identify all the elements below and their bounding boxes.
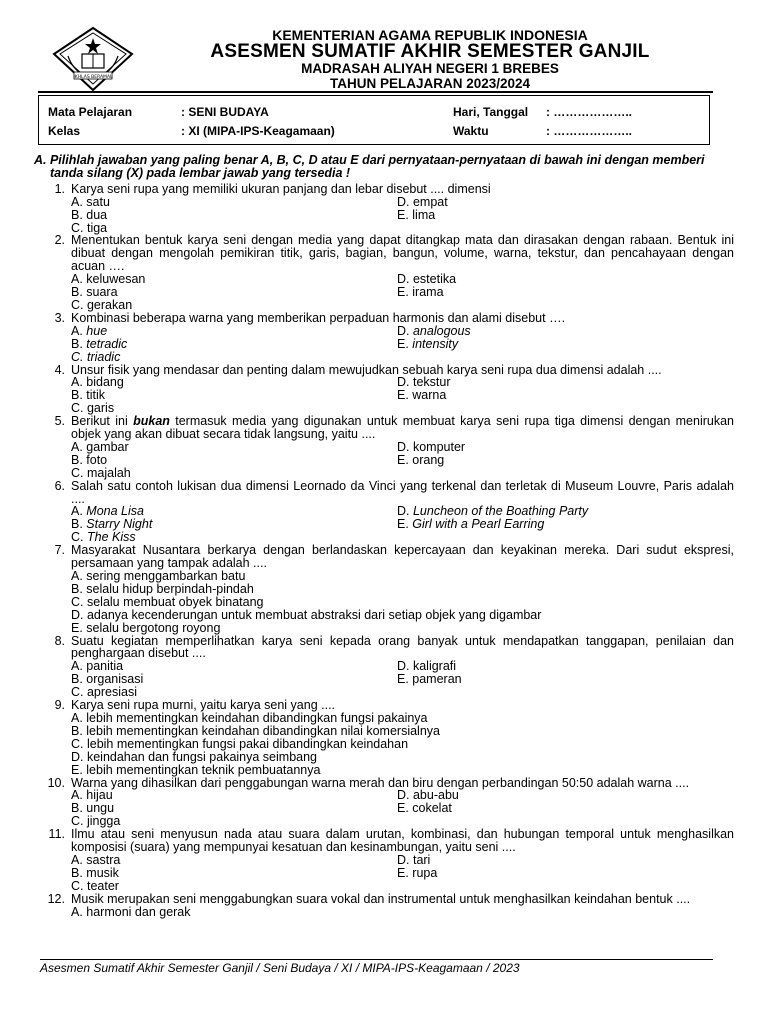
answer-options [71,325,734,364]
answer-option: A. panitia [71,659,124,674]
answer-option: D. keindahan dan fungsi pakainya seimbang [71,749,318,764]
answer-option: D. komputer [397,439,466,454]
ministry-title: KEMENTERIAN AGAMA REPUBLIK INDONESIA [272,27,588,43]
question-section [34,154,734,918]
answer-option: E. cokelat [397,801,452,816]
answer-option: A. keluwesan [71,272,146,287]
answer-options [71,441,734,480]
answer-option: D. empat [397,194,448,209]
option-letter: E. [397,517,413,532]
answer-option: D. estetika [397,272,457,287]
answer-options [71,660,734,699]
answer-option: C. apresiasi [71,685,137,700]
option-text: hue [86,323,108,338]
question-stem: Karya seni rupa yang memiliki ukuran panjang dan lebar disebut .... dimensi [71,181,491,196]
answer-option: A. bidang [71,375,124,390]
date-label: Hari, Tanggal [453,105,529,119]
exam-info-box [38,95,710,145]
answer-option: A. harmoni dan gerak [71,904,191,919]
answer-option: C. majalah [71,465,131,480]
answer-option: E. rupa [397,865,438,880]
option-letter: B. [71,336,87,351]
answer-option: A. sering menggambarkan batu [71,569,246,583]
question-stem: Kombinasi beberapa warna yang memberikan perpaduan harmonis dan alami disebut …. [71,310,566,325]
question-item [34,480,734,545]
answer-option: C. selalu membuat obyek binatang [71,594,264,609]
time-value: : ……………….. [546,124,632,138]
question-item [34,364,734,416]
footer-divider [40,959,713,960]
question-item [34,544,734,634]
answer-option: E. pameran [397,672,462,687]
question-item [34,415,734,480]
answer-option: D. tari [397,852,431,867]
question-number: 8. [54,633,65,648]
answer-option: C. gerakan [71,297,133,312]
option-text: Luncheon of the Boathing Party [412,504,589,519]
option-text: analogous [412,323,471,338]
question-item [34,893,734,919]
question-number: 11. [48,827,65,842]
question-number: 1. [54,181,65,196]
answer-option: B. lebih mementingkan keindahan dibandingkan nilai komersialnya [71,723,440,738]
answer-option: B. organisasi [71,672,144,687]
answer-option: E. warna [397,388,447,403]
date-value: : ……………….. [546,105,632,119]
answer-option: A. satu [71,194,110,209]
answer-option: D. tekstur [397,375,451,390]
answer-option: E. lebih mementingkan teknik pembuatannya [71,762,321,777]
question-stem: Masyarakat Nusantara berkarya dengan berlandaskan kepercayaan dan keyakinan mereka. Dari sudut ekspresi, persamaan yang tampak adalah .... [71,543,734,571]
answer-option: E. lima [397,207,436,222]
instruction-text: A. Pilihlah jawaban yang paling benar A, B, C, D atau E dari pernyataan-pernyataan di bawah ini dengan memberi tanda silang (X) pada lembar jawab yang tersedia ! [34,153,705,180]
academic-year: TAHUN PELAJARAN 2023/2024 [329,76,531,91]
option-letter: C. [71,530,87,545]
question-number: 7. [54,543,65,558]
question-number: 12. [47,891,65,906]
question-number: 4. [54,362,65,377]
question-number: 2. [54,233,65,248]
answer-option: B. selalu hidup berpindah-pindah [71,581,254,596]
question-list [34,183,734,919]
question-number: 6. [54,478,65,493]
answer-options [71,906,734,919]
question-item [34,234,734,311]
question-item [34,183,734,235]
subject-value: : SENI BUDAYA [181,105,269,119]
answer-option: B. ungu [71,801,115,816]
answer-options [71,505,734,544]
answer-options [71,712,734,777]
question-stem: Ilmu atau seni menyusun nada atau suara dalam urutan, kombinasi, dan hubungan temporal untuk menghasilkan komposisi (suara) yang mempunyai kesatuan dan kesinambungan, yaitu seni .... [71,827,734,855]
stem-text: Berikut ini [71,414,134,429]
question-item [34,635,734,700]
answer-options [71,570,734,635]
answer-options [71,273,734,312]
answer-option: A. lebih mementingkan keindahan dibandingkan fungsi pakainya [71,710,428,725]
header-divider [38,91,713,93]
answer-option: C. garis [71,401,115,416]
answer-option: B. foto [71,452,108,467]
answer-option: A. hijau [71,788,113,803]
question-number: 3. [54,310,65,325]
option-text: C. triadic [71,349,121,364]
option-text: Mona Lisa [86,504,144,519]
answer-option [397,338,734,351]
question-stem: Warna yang dihasilkan dari penggabungan warna merah dan biru dengan perbandingan 50:50 adalah warna .... [71,775,690,790]
question-stem: Musik merupakan seni menggabungkan suara vokal dan instrumental untuk menghasilkan keindahan bentuk .... [71,891,691,906]
answer-options [71,789,734,828]
exam-title: ASESMEN SUMATIF AKHIR SEMESTER GANJIL [210,41,650,62]
answer-option: C. tiga [71,220,108,235]
school-name: MADRASAH ALIYAH NEGERI 1 BREBES [301,61,559,76]
question-item [34,828,734,893]
answer-option: B. titik [71,388,106,403]
question-stem: Karya seni rupa murni, yaitu karya seni yang .... [71,698,336,713]
answer-options [71,196,734,235]
answer-option: B. musik [71,865,119,880]
answer-option: E. irama [397,285,444,300]
answer-option: A. sastra [71,852,121,867]
option-letter: A. [71,323,87,338]
question-number: 5. [54,414,65,429]
answer-option: A. gambar [71,439,129,454]
answer-option [71,351,397,364]
answer-option: D. kaligrafi [397,659,457,674]
question-stem [71,415,734,441]
stem-text: termasuk media yang digunakan untuk membuat karya seni rupa tiga dimensi dengan menirukan objek yang akan dibuat secara tidak langsung, yaitu .... [71,414,734,442]
question-stem: Suatu kegiatan memperlihatkan karya seni kepada orang banyak untuk mendapatkan tanggapan, penilaian dan penghargaan disebut .... [71,633,734,661]
ministry-logo [52,26,134,92]
question-item [34,777,734,829]
option-letter: B. [71,517,87,532]
class-value: : XI (MIPA-IPS-Keagamaan) [181,124,335,138]
footer-text: Asesmen Sumatif Akhir Semester Ganjil / Seni Budaya / XI / MIPA-IPS-Keagamaan / 2023 [40,961,520,975]
option-text: intensity [412,336,459,351]
option-text: The Kiss [86,530,136,545]
question-item [34,312,734,364]
option-letter: D. [397,504,413,519]
option-text: Starry Night [86,517,153,532]
option-text: Girl with a Pearl Earring [412,517,545,532]
question-number: 9. [54,698,65,713]
answer-option: C. lebih mementingkan fungsi pakai dibandingkan keindahan [71,736,409,751]
question-stem: Menentukan bentuk karya seni dengan media yang dapat ditangkap mata dan dirasakan dengan rabaan. Bentuk ini dibuat dengan mengolah pemikiran titik, garis, bagian, bangun, volume, warna, tekstur, dan pencahayaan dengan acuan …. [71,233,734,274]
option-text: tetradic [86,336,128,351]
question-item [34,699,734,776]
emphasis-text: bukan [133,414,170,429]
answer-option [397,518,734,531]
answer-option: D. adanya kecenderungan untuk membuat abstraksi dari setiap objek yang digambar [71,607,542,622]
question-number: 10. [47,775,65,790]
logo-motto: IKHLAS BERAMAL [73,74,113,80]
answer-options [71,854,734,893]
subject-label: Mata Pelajaran [48,105,133,119]
answer-option: B. suara [71,285,118,300]
class-label: Kelas [48,124,81,138]
option-letter: A. [71,504,87,519]
option-letter: D. [397,323,413,338]
answer-option: C. teater [71,878,119,893]
answer-option: D. abu-abu [397,788,459,803]
answer-option: B. dua [71,207,108,222]
answer-option: E. selalu bergotong royong [71,620,221,635]
question-stem: Unsur fisik yang mendasar dan penting dalam mewujudkan sebuah karya seni rupa dua dimensi adalah .... [71,362,662,377]
answer-option: C. jingga [71,814,121,829]
answer-option: E. orang [397,452,445,467]
option-letter: E. [397,336,413,351]
answer-options [71,376,734,415]
question-stem: Salah satu contoh lukisan dua dimensi Leornado da Vinci yang terkenal dan terletak di Museum Louvre, Paris adalah .... [71,478,734,506]
time-label: Waktu [453,124,489,138]
